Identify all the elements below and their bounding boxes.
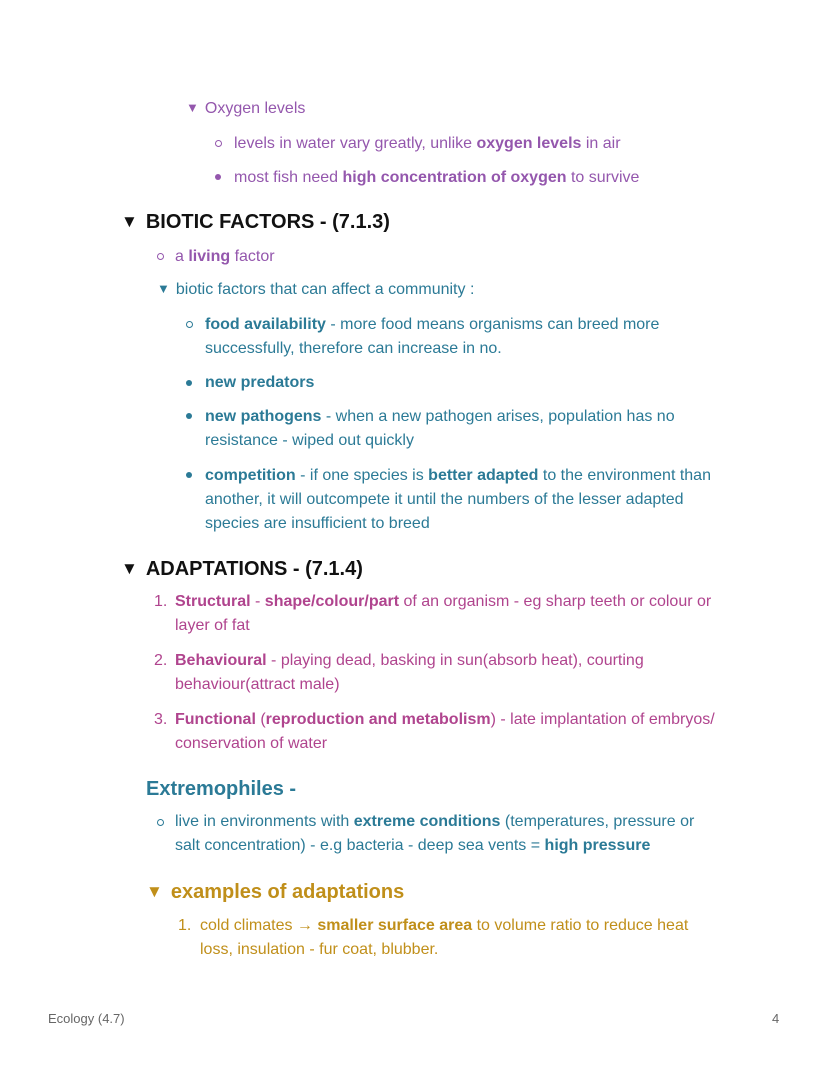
adaptations-heading-toggle[interactable] xyxy=(121,555,363,584)
page-number: 4 xyxy=(772,1011,780,1026)
list-number: 2. xyxy=(154,652,168,669)
biotic-heading: BIOTIC FACTORS - (7.1.3) xyxy=(145,211,390,233)
adaptation-item-2: Behavioural - playing dead, basking in sun(absorb heat), courting xyxy=(175,652,644,669)
example-item-1-cont: loss, insulation - fur coat, blubber. xyxy=(200,941,439,958)
biotic-item-3: new pathogens - when a new pathogen arises, population has no xyxy=(205,408,675,425)
extremophiles-line-1: live in environments with extreme conditions (temperatures, pressure or xyxy=(175,813,695,830)
biotic-item-2: new predators xyxy=(205,374,315,391)
oxygen-toggle[interactable] xyxy=(186,97,305,121)
biotic-sub-toggle[interactable] xyxy=(157,278,474,302)
adaptation-item-1: Structural - shape/colour/part of an organism - eg sharp teeth or colour or xyxy=(175,593,712,610)
extremophiles-heading: Extremophiles - xyxy=(146,778,297,800)
footer-title: Ecology (4.7) xyxy=(48,1011,125,1026)
biotic-heading-toggle[interactable] xyxy=(121,208,390,237)
list-number: 1. xyxy=(154,593,168,610)
extremophiles-line-2: salt concentration) - e.g bacteria - deep sea vents = high pressure xyxy=(175,837,651,854)
biotic-item-1: food availability - more food means organisms can breed more xyxy=(205,316,660,333)
triangle-down-icon: ▼ xyxy=(186,100,199,115)
adaptation-item-3: Functional (reproduction and metabolism) - late implantation of embryos/ xyxy=(175,711,715,728)
oxygen-title: Oxygen levels xyxy=(204,100,306,117)
biotic-item-3-cont: resistance - wiped out quickly xyxy=(205,432,414,449)
biotic-definition: a living factor xyxy=(175,248,275,265)
triangle-down-icon: ▼ xyxy=(146,882,163,901)
biotic-item-4-cont2: species are insufficient to breed xyxy=(205,515,430,532)
triangle-down-icon: ▼ xyxy=(157,281,170,296)
triangle-down-icon: ▼ xyxy=(121,212,138,231)
triangle-down-icon: ▼ xyxy=(121,559,138,578)
oxygen-bullet-1: levels in water vary greatly, unlike oxygen levels in air xyxy=(234,135,621,152)
list-number: 1. xyxy=(178,917,192,934)
examples-heading: examples of adaptations xyxy=(170,881,405,903)
biotic-item-4: competition - if one species is better adapted to the environment than xyxy=(205,467,711,484)
adaptation-item-2-cont: behaviour(attract male) xyxy=(175,676,340,693)
list-number: 3. xyxy=(154,711,168,728)
adaptation-item-3-cont: conservation of water xyxy=(175,735,328,752)
adaptation-item-1-cont: layer of fat xyxy=(175,617,250,634)
example-item-1: cold climates → smaller surface area to volume ratio to reduce heat xyxy=(200,917,689,934)
examples-heading-toggle[interactable] xyxy=(146,878,404,907)
biotic-sub-title: biotic factors that can affect a community : xyxy=(175,281,475,298)
oxygen-bullet-2: most fish need high concentration of oxygen to survive xyxy=(234,169,640,186)
biotic-item-4-cont: another, it will outcompete it until the numbers of the lesser adapted xyxy=(205,491,684,508)
adaptations-heading: ADAPTATIONS - (7.1.4) xyxy=(145,558,363,580)
biotic-item-1-cont: successfully, therefore can increase in no. xyxy=(205,340,502,357)
